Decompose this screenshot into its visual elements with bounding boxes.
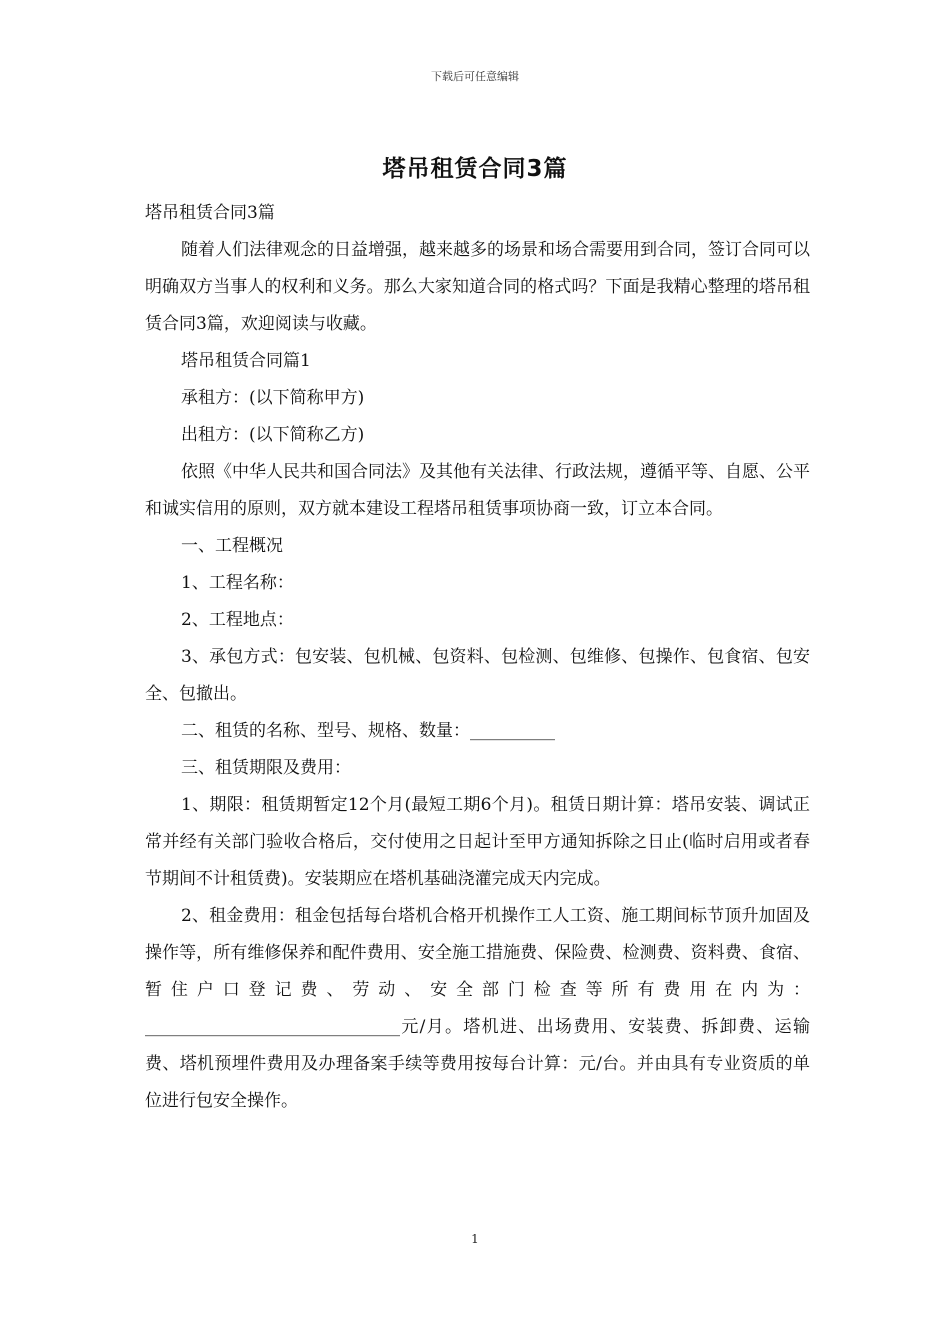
section-heading-term: 三、租赁期限及费用： [181, 758, 351, 778]
project-location-line: 2、工程地点： [181, 610, 294, 630]
section-heading-project: 一、工程概况 [181, 536, 283, 556]
project-name-line: 1、工程名称： [181, 573, 294, 593]
term-paragraph: 1、期限：租赁期暂定12个月(最短工期6个月)。租赁日期计算：塔吊安装、调试正常并经有关部门验收合格后，交付使用之日起计至甲方通知拆除之日止(临时启用或者春节期间不计租赁费)。安装期应在塔机基础浇灌完成天内完成。 [145, 795, 810, 889]
lessee-line: 承租方：(以下简称甲方) [181, 388, 365, 408]
intro-paragraph: 随着人们法律观念的日益增强，越来越多的场景和场合需要用到合同，签订合同可以明确双方当事人的权利和义务。那么大家知道合同的格式吗？下面是我精心整理的塔吊租赁合同3篇，欢迎阅读与收藏。 [145, 240, 810, 334]
contract-heading: 塔吊租赁合同篇1 [181, 351, 311, 371]
basis-paragraph: 依照《中华人民共和国合同法》及其他有关法律、行政法规，遵循平等、自愿、公平和诚实信用的原则，双方就本建设工程塔吊租赁事项协商一致，订立本合同。 [145, 462, 810, 519]
page-number: 1 [471, 1232, 479, 1246]
lessor-line: 出租方：(以下简称乙方) [181, 425, 365, 445]
lease-item-line: 二、租赁的名称、型号、规格、数量：__________ [181, 721, 555, 741]
subtitle-paragraph: 塔吊租赁合同3篇 [145, 203, 275, 223]
header-note: 下载后可任意编辑 [431, 70, 519, 83]
document-body [145, 195, 810, 1120]
contract-mode-paragraph: 3、承包方式：包安装、包机械、包资料、包检测、包维修、包操作、包食宿、包安全、包撤出。 [145, 647, 810, 704]
document-title: 塔吊租赁合同3篇 [382, 156, 568, 182]
rent-paragraph: 2、租金费用：租金包括每台塔机合格开机操作工人工资、施工期间标节顶升加固及操作等，所有维修保养和配件费用、安全施工措施费、保险费、检测费、资料费、食宿、暂住户口登记费、劳动、安全部门检查等所有费用在内为：______________________________元/月。塔机进、出场费用、安装费、拆卸费、运输费、塔机预埋件费用及办理备案手续等费用按每台计算：元/台。并由具有专业资质的单位进行包安全操作。 [145, 906, 810, 1111]
